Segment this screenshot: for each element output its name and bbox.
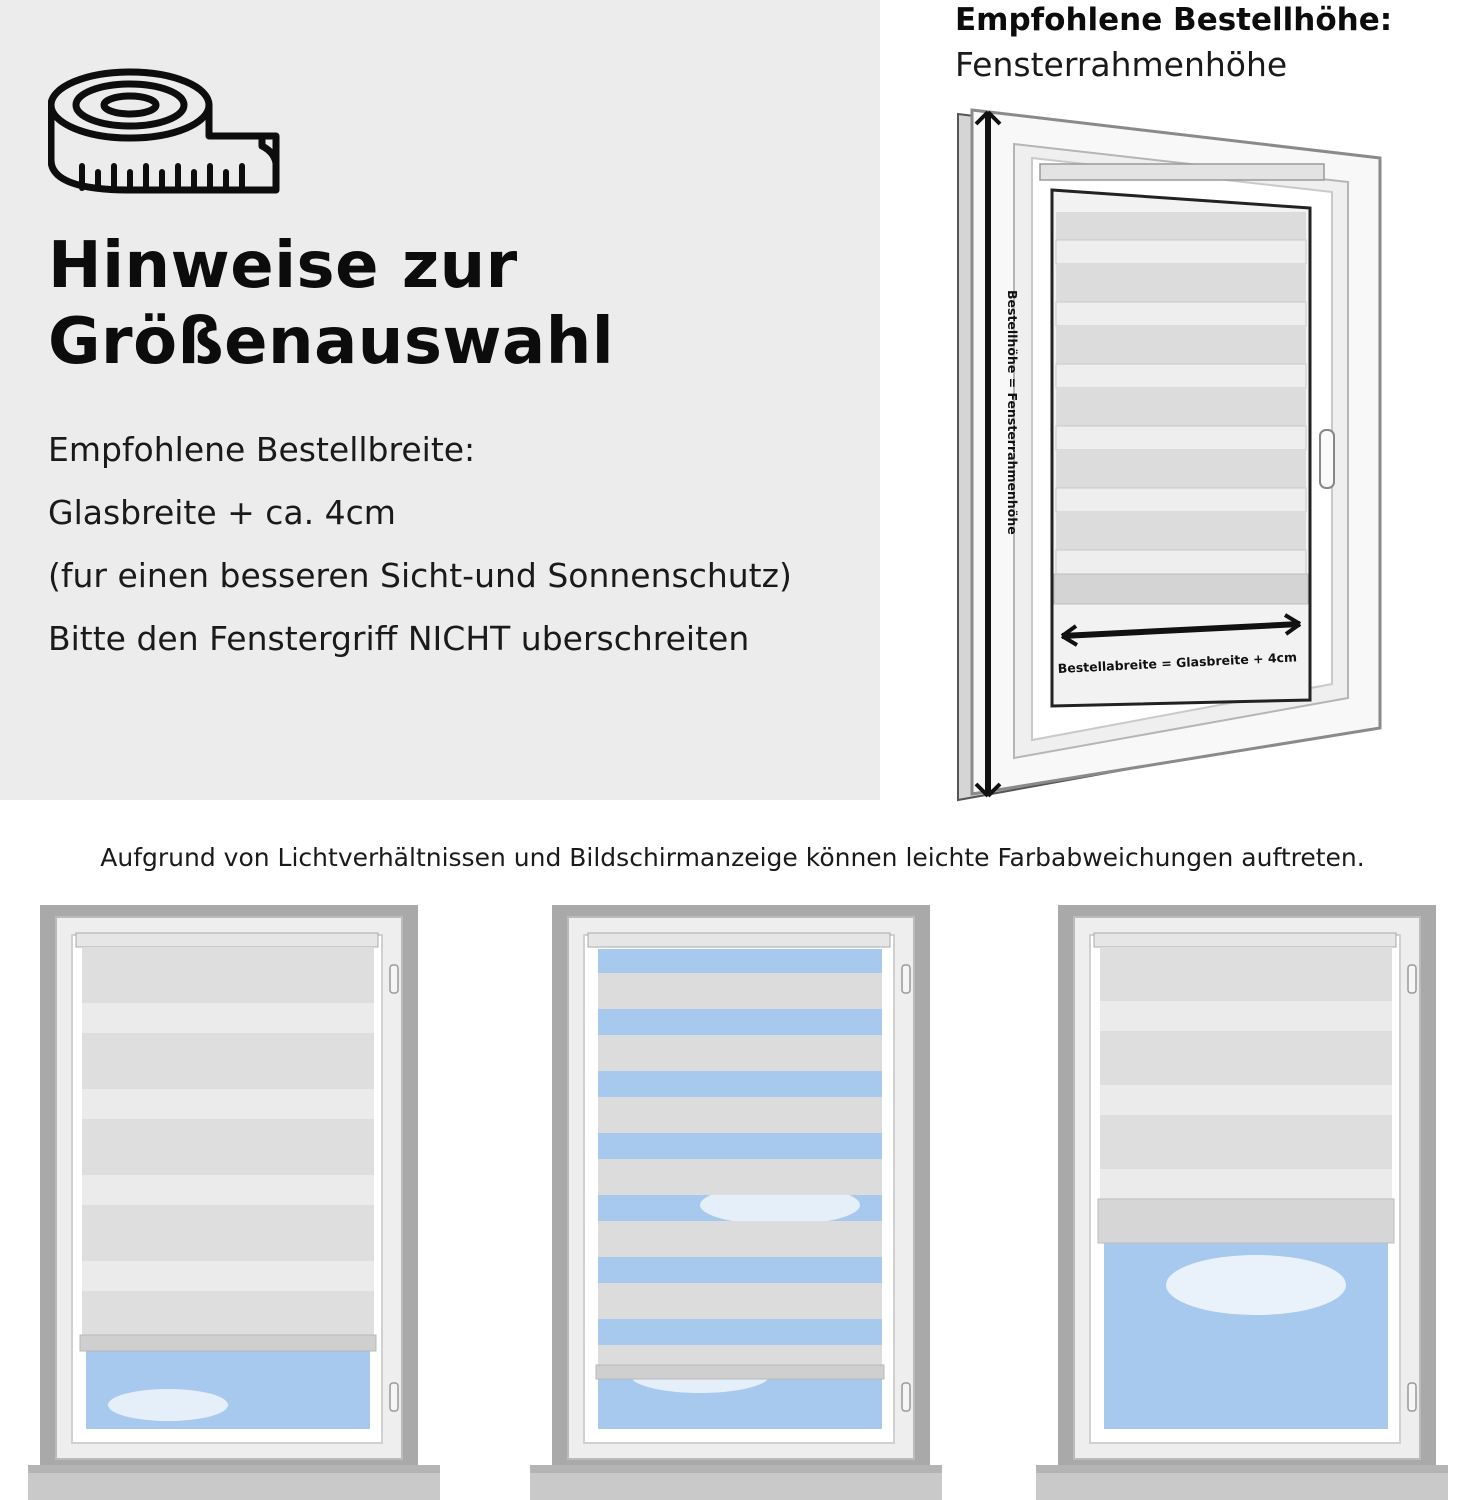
info-panel [0,0,880,800]
window-example-lowered [28,905,440,1500]
color-disclaimer: Aufgrund von Lichtverhältnissen und Bildschirmanzeige können leichte Farbabweichungen auftreten. [100,843,1365,872]
width-advice-reason: (fur einen besseren Sicht-und Sonnenschutz) [48,556,792,595]
page-title-line-2: Größenauswahl [48,305,615,379]
diagram-height-label: Bestellhöhe = Fensterrahmenhöhe [1005,290,1020,535]
diagram-width-label: Bestellabreite = Glasbreite + 4cm [1057,649,1298,676]
width-advice-label: Empfohlene Bestellbreite: [48,430,476,469]
page-title-line-1: Hinweise zur [48,229,518,303]
height-advice-label: Empfohlene Bestellhöhe: [955,2,1393,38]
width-advice-formula: Glasbreite + ca. 4cm [48,493,396,532]
width-advice [48,418,792,670]
height-advice-value: Fensterrahmenhöhe [955,45,1288,84]
width-advice-warning: Bitte den Fenstergriff NICHT uberschreiten [48,619,750,658]
window-measurement-diagram [948,100,1398,810]
height-advice [955,0,1392,90]
window-example-open [530,905,942,1500]
page-title [48,228,614,380]
measuring-tape-icon [48,68,288,198]
window-example-half-raised [1036,905,1448,1500]
